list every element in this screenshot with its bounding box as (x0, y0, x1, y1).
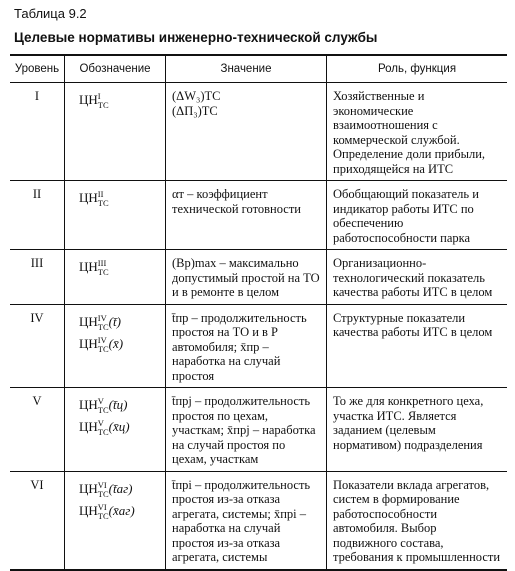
col-header-symbol: Обозначение (65, 55, 166, 83)
norm-symbol: ЦН V ТС (t̄ц) (79, 396, 128, 415)
table-row (10, 304, 507, 388)
table-caption: Таблица 9.2 (14, 6, 87, 21)
col-header-level: Уровень (10, 55, 65, 83)
norm-symbol: ЦН II ТС (79, 189, 109, 208)
value-text: αт – коэффициент технической готовности (172, 187, 301, 216)
col-header-role: Роль, функция (327, 55, 508, 83)
level-cell: IV (10, 304, 65, 388)
role-cell: Показатели вклада агрегатов, систем в формирование работоспособности автомобиля. Выбор подвижного состава, требования к промышленности (327, 471, 508, 570)
value-cell (166, 181, 327, 250)
role-cell: Организационно-технологический показатель качества работы ИТС в целом (327, 250, 508, 305)
header-row (10, 55, 507, 83)
value-text: (ΔW₃)ТС (172, 89, 221, 103)
table-body (10, 83, 507, 570)
table-title: Целевые нормативы инженерно-технической службы (14, 30, 378, 45)
value-text: t̄прj – продолжительность простоя по цехам, участкам; x̄прj – наработка на случай простоя по цехам, участкам (172, 394, 316, 466)
symbol-cell (65, 388, 166, 472)
role-cell: Обобщающий показатель и индикатор работы ИТС по обеспечению работоспособности парка (327, 181, 508, 250)
symbol-cell (65, 250, 166, 305)
symbol-cell (65, 181, 166, 250)
value-cell (166, 471, 327, 570)
level-cell: VI (10, 471, 65, 570)
value-text: (ΔП₃)ТС (172, 103, 218, 118)
norm-symbol: ЦН IV ТС (t̄) (79, 312, 121, 332)
norm-symbol: ЦН VI ТС (t̄аг) (79, 479, 133, 499)
col-header-value: Значение (166, 55, 327, 83)
value-text: t̄прi – продолжительность простоя из-за отказа агрегата, системы; x̄прi – наработка на случай простоя из-за отказа агрегата, системы (172, 477, 311, 564)
value-text: t̄пр – продолжительность простоя на ТО и в Р автомобиля; x̄пр – наработка на случай простоя (172, 310, 307, 383)
table-row (10, 181, 507, 250)
value-cell (166, 388, 327, 472)
symbol-cell (65, 304, 166, 388)
symbol-cell (65, 471, 166, 570)
norm-symbol: ЦН IV ТС (x̄) (79, 334, 124, 354)
value-cell (166, 83, 327, 181)
table-row (10, 388, 507, 472)
level-cell: II (10, 181, 65, 250)
value-text: (Bр)max – максимально допустимый простой на ТО и в ремонте в целом (172, 256, 320, 299)
level-cell: III (10, 250, 65, 305)
role-cell: Структурные показатели качества работы ИТС в целом (327, 304, 508, 388)
symbol-cell (65, 83, 166, 181)
table-row (10, 83, 507, 181)
norm-symbol: ЦН III ТС (79, 258, 109, 277)
level-cell: V (10, 388, 65, 472)
value-cell (166, 250, 327, 305)
standards-table (10, 54, 507, 571)
role-cell: Хозяйственные и экономические взаимоотношения с коммерческой службой. Определение доли прибыли, приходящейся на ИТС (327, 83, 508, 181)
value-cell (166, 304, 327, 388)
table-row (10, 471, 507, 570)
role-cell: То же для конкретного цеха, участка ИТС. Является заданием (целевым нормативом) подразделения (327, 388, 508, 472)
norm-symbol: ЦН I ТС (79, 91, 109, 110)
level-cell: I (10, 83, 65, 181)
table-row (10, 250, 507, 305)
norm-symbol: ЦН VI ТС (x̄аг) (79, 501, 135, 521)
norm-symbol: ЦН V ТС (x̄ц) (79, 418, 130, 437)
